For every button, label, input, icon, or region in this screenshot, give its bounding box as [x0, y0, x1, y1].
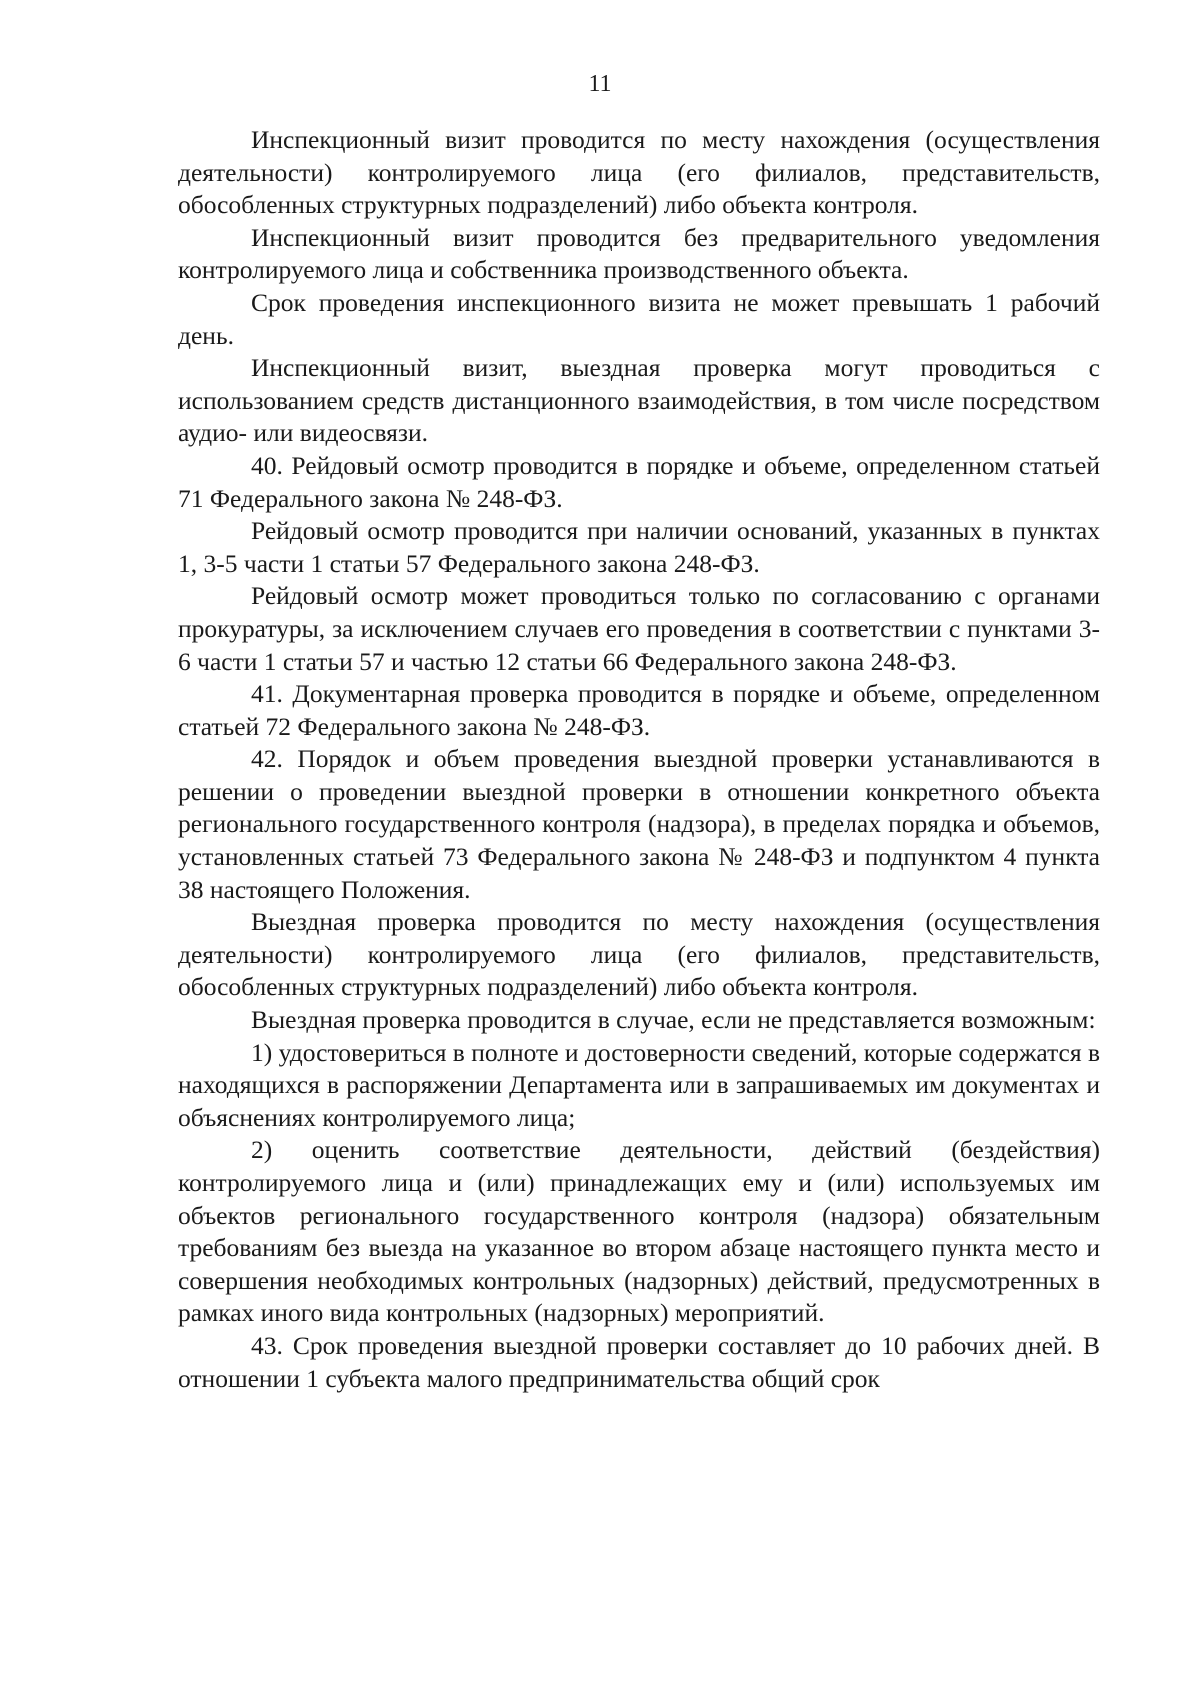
paragraph: Рейдовый осмотр проводится при наличии оснований, указанных в пунктах 1, 3-5 части 1 статьи 57 Федерального закона 248-ФЗ.	[178, 516, 1100, 578]
paragraph: Выездная проверка проводится в случае, если не представляется возможным:	[251, 1005, 1096, 1035]
paragraph: Рейдовый осмотр может проводиться только по согласованию с органами прокуратуры, за исключением случаев его проведения в соответствии с пунктами 3-6 части 1 статьи 57 и частью 12 статьи 66 Федерального закона 248-ФЗ.	[178, 581, 1100, 676]
paragraph: 41. Документарная проверка проводится в порядке и объеме, определенном статьей 72 Федерального закона № 248-ФЗ.	[178, 679, 1100, 741]
paragraph: Инспекционный визит, выездная проверка могут проводиться с использованием средств дистанционного взаимодействия, в том числе посредством аудио- или видеосвязи.	[178, 353, 1100, 448]
paragraph: 2) оценить соответствие деятельности, действий (бездействия) контролируемого лица и (или) принадлежащих ему и (или) используемых им объектов регионального государственного контроля (надзора) обязательным требованиям без выезда на указанное во втором абзаце настоящего пункта место и совершения необходимых контрольных (надзорных) действий, предусмотренных в рамках иного вида контрольных (надзорных) мероприятий.	[178, 1135, 1100, 1328]
paragraph: Инспекционный визит проводится по месту нахождения (осуществления деятельности) контролируемого лица (его филиалов, представительств, обособленных структурных подразделений) либо объекта контроля.	[178, 125, 1100, 220]
paragraph: Выездная проверка проводится по месту нахождения (осуществления деятельности) контролируемого лица (его филиалов, представительств, обособленных структурных подразделений) либо объекта контроля.	[178, 907, 1100, 1002]
page-number: 11	[588, 71, 612, 97]
paragraph: 1) удостовериться в полноте и достоверности сведений, которые содержатся в находящихся в распоряжении Департамента или в запрашиваемых им документах и объяснениях контролируемого лица;	[178, 1037, 1101, 1132]
paragraph: Срок проведения инспекционного визита не может превышать 1 рабочий день.	[178, 287, 1100, 350]
paragraph: 43. Срок проведения выездной проверки составляет до 10 рабочих дней. В отношении 1 субъекта малого предпринимательства общий срок	[178, 1330, 1100, 1393]
paragraph: 42. Порядок и объем проведения выездной проверки устанавливаются в решении о проведении выездной проверки в отношении конкретного объекта регионального государственного контроля (надзора), в пределах порядка и объемов, установленных статьей 73 Федерального закона № 248-ФЗ и подпунктом 4 пункта 38 настоящего Положения.	[178, 744, 1100, 904]
paragraph: 40. Рейдовый осмотр проводится в порядке и объеме, определенном статьей 71 Федерального закона № 248-ФЗ.	[178, 450, 1100, 513]
document-body	[178, 124, 1100, 1395]
paragraph: Инспекционный визит проводится без предварительного уведомления контролируемого лица и собственника производственного объекта.	[178, 222, 1100, 285]
